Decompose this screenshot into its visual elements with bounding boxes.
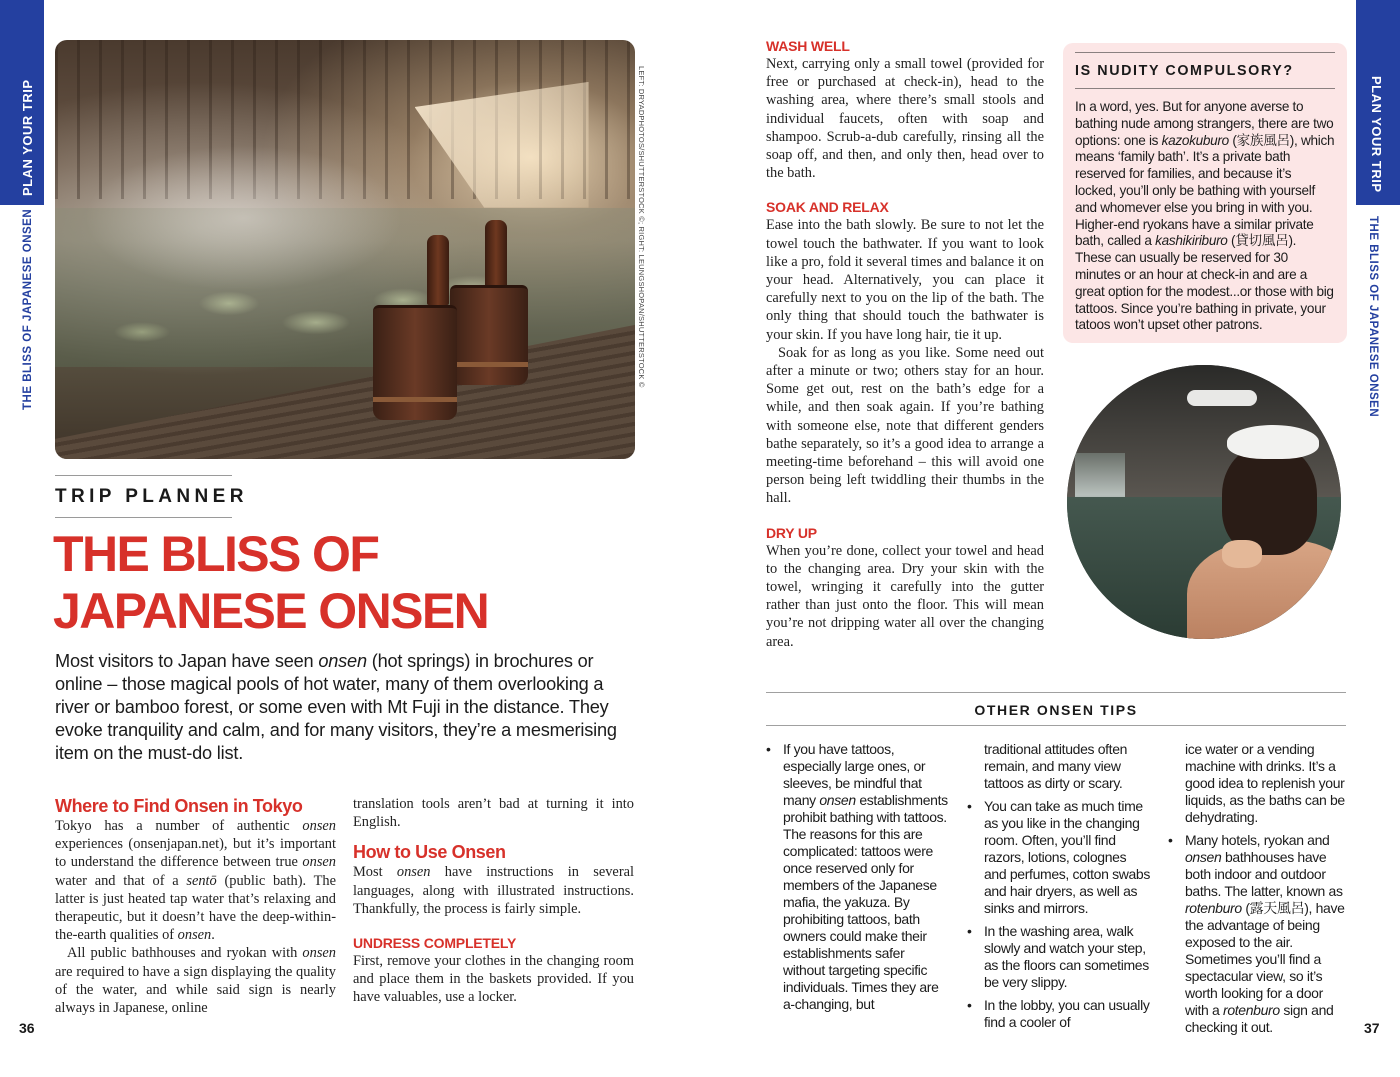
how-paragraph: Most onsen have instructions in several languages, along with illustrated instructions. Thankfully, the process is fairly simple. [353, 864, 634, 917]
tip-item: • You can take as much time as you like in the changing room. Often, you’ll find razors, lotions, colognes and perfumes, cotton swabs and hair dryers, as well as sinks and mirrors. [967, 798, 1150, 916]
where-paragraph-1: Tokyo has a number of authentic onsen experiences (onsenjapan.net), but it’s important to understand the difference between true onsen water and that of a sentō (public bath). The latter is just heated tap water that’s relaxing and therapeutic, but it doesn’t have the deep-within-the-earth qualities of onsen. [55, 818, 336, 944]
section-tab-label-right: PLAN YOUR TRIP [1369, 76, 1384, 193]
intro-text: (hot springs) in brochures or online – those magical pools of hot water, many of them overlooking a river or bamboo forest, or some even with Mt Fuji in the distance. They evoke tranquility and calm, and for many visitors, they’re a mesmerising item on the must-do list. [55, 651, 617, 763]
photo-steam [84, 145, 403, 292]
bathing-woman-photo [1067, 365, 1341, 639]
page-title [53, 526, 653, 640]
right-column-main [766, 37, 1044, 651]
running-head-left: THE BLISS OF JAPANESE ONSEN [22, 208, 34, 410]
soak-paragraph-2: Soak for as long as you like. Some need out after a minute or two; others stay for an hour. Some get out, rest on the bath’s edge for a while, and then soak again. If you’re bathing with someone else, note that different genders bathe separately, so it’s a good idea to arrange a meeting-time beforehand – this will avoid one person being left twiddling their thumbs in the hall. [766, 344, 1044, 507]
bullet-icon: • [766, 741, 771, 757]
wash-heading: WASH WELL [766, 38, 850, 54]
dry-heading: DRY UP [766, 524, 817, 541]
tip-item: • If you have tattoos, especially large ones, or sleeves, be mindful that many onsen establishments prohibit bathing with tattoos. The reasons for this are complicated: tattoos were once reserved only for members of the Japanese mafia, the yakuza. By prohibiting tattoos, bath owners could make their establishments safer without targeting specific individuals. Times they are a-changing, but [766, 741, 948, 1012]
wash-paragraph: Next, carrying only a small towel (provided for free or purchased at check-in), head to the washing area, where there’s small stools and individual faucets, often with soap and shampoo. Scrub-a-dub carefully, rinsing all the soap off, and then, and only then, head over to the bath. [766, 56, 1044, 182]
wooden-bucket [450, 285, 528, 385]
wooden-bucket [373, 305, 457, 420]
running-head-right: THE BLISS OF JAPANESE ONSEN [1367, 216, 1379, 418]
title-line-2: JAPANESE ONSEN [53, 583, 489, 639]
sidebar-rule-bottom [1075, 88, 1335, 89]
intro-paragraph [55, 650, 635, 765]
kicker-rule-top [55, 475, 232, 476]
tips-rule-bottom [766, 725, 1346, 726]
intro-text: Most visitors to Japan have seen [55, 651, 319, 671]
where-paragraph-2-continued: translation tools aren’t bad at turning it into English. [353, 796, 634, 831]
left-column-1 [55, 795, 336, 1017]
title-line-1: THE BLISS OF [53, 526, 379, 582]
sidebar-text: In a word, yes. But for anyone averse to bathing nude among strangers, there are two options: one is kazokuburo (家族風呂), which means ‘family bath’. It’s a private bath reserved for families, and because it’s locked, you’ll only be bathing with yourself and whomever else you bring in with you. Higher-end ryokans have a similar private bath, called a kashikiriburo (貸切風呂). These can usually be reserved for 30 minutes or an hour at check-in and are a great option for the modest...or those with big tattoos. Since you’re bathing in private, your tatoos won’t upset other patrons. [1075, 99, 1335, 333]
soak-heading: SOAK AND RELAX [766, 199, 889, 216]
photo-credit: LEFT: DRYADPHOTOS/SHUTTERSTOCK ©; RIGHT: LEUNGSHOPAN/SHUTTERSTOCK © [637, 66, 646, 388]
tips-column-3 [1168, 741, 1348, 1042]
bullet-icon: • [967, 997, 972, 1013]
dry-paragraph: When you’re done, collect your towel and head to the changing area. Dry your skin with the towel, wringing it carefully into the gutter rather than just onto the floor. This will mean you’re not dripping water all over the changing area. [766, 542, 1044, 650]
onsen-bath-photo [55, 40, 635, 459]
kicker: TRIP PLANNER [55, 486, 248, 507]
where-heading: Where to Find Onsen in Tokyo [55, 796, 303, 816]
bullet-icon: • [1168, 832, 1173, 848]
section-tab-right [1356, 0, 1400, 205]
undress-heading: UNDRESS COMPLETELY [353, 935, 517, 952]
left-column-2 [353, 795, 634, 1007]
section-tab-label-left: PLAN YOUR TRIP [20, 79, 35, 196]
kicker-rule-bottom [55, 517, 232, 518]
photo-towels [1187, 390, 1257, 406]
tip-item: • In the washing area, walk slowly and watch your step, as the floors can sometimes be very slippy. [967, 923, 1149, 990]
tips-title: OTHER ONSEN TIPS [974, 702, 1138, 718]
photo-head-towel [1227, 425, 1319, 459]
bullet-icon: • [967, 798, 972, 814]
sidebar-title: IS NUDITY COMPULSORY? [1075, 63, 1294, 79]
how-heading: How to Use Onsen [353, 842, 506, 863]
tips-column-1 [766, 741, 948, 1019]
where-paragraph-2: All public bathhouses and ryokan with onsen are required to have a sign displaying the quality of the water, and while said sign is nearly always in Japanese, online [55, 945, 336, 1017]
page-number-right: 37 [1364, 1020, 1380, 1036]
intro-italic: onsen [318, 651, 367, 671]
bucket-handle [427, 235, 449, 305]
tips-rule-top [766, 692, 1346, 693]
bullet-icon: • [967, 923, 972, 939]
bucket-handle [485, 220, 507, 290]
page-number-left: 36 [19, 1020, 35, 1036]
tip-item: • In the lobby, you can usually find a cooler of [967, 997, 1150, 1030]
photo-head [1222, 445, 1317, 555]
tip-item-continued: traditional attitudes often remain, and many view tattoos as dirty or scary. [984, 741, 1128, 791]
undress-paragraph: First, remove your clothes in the changing room and place them in the baskets provided. If you have valuables, use a locker. [353, 953, 634, 1006]
section-tab-left [0, 0, 44, 205]
soak-paragraph-1: Ease into the bath slowly. Be sure to not let the towel touch the bathwater. If you want to look like a pro, fold it several times and balance it on your head. Alternatively, you can place it carefully next to you on the lip of the bath. The only thing that should touch the bathwater is your skin. If you have long hair, tie it up. [766, 217, 1044, 343]
photo-hand [1222, 540, 1262, 568]
tips-column-2 [967, 741, 1152, 1037]
nudity-sidebar [1063, 43, 1347, 343]
tip-item: • Many hotels, ryokan and onsen bathhouses have both indoor and outdoor baths. The latter, known as rotenburo (露天風呂), have the advantage of being exposed to the air. Sometimes you’ll find a spectacular view, so it’s worth looking for a door with a rotenburo sign and checking it out. [1168, 832, 1345, 1035]
tip-item-continued: ice water or a vending machine with drinks. It’s a good idea to replenish your liquids, as the baths can be dehydrating. [1185, 741, 1345, 825]
